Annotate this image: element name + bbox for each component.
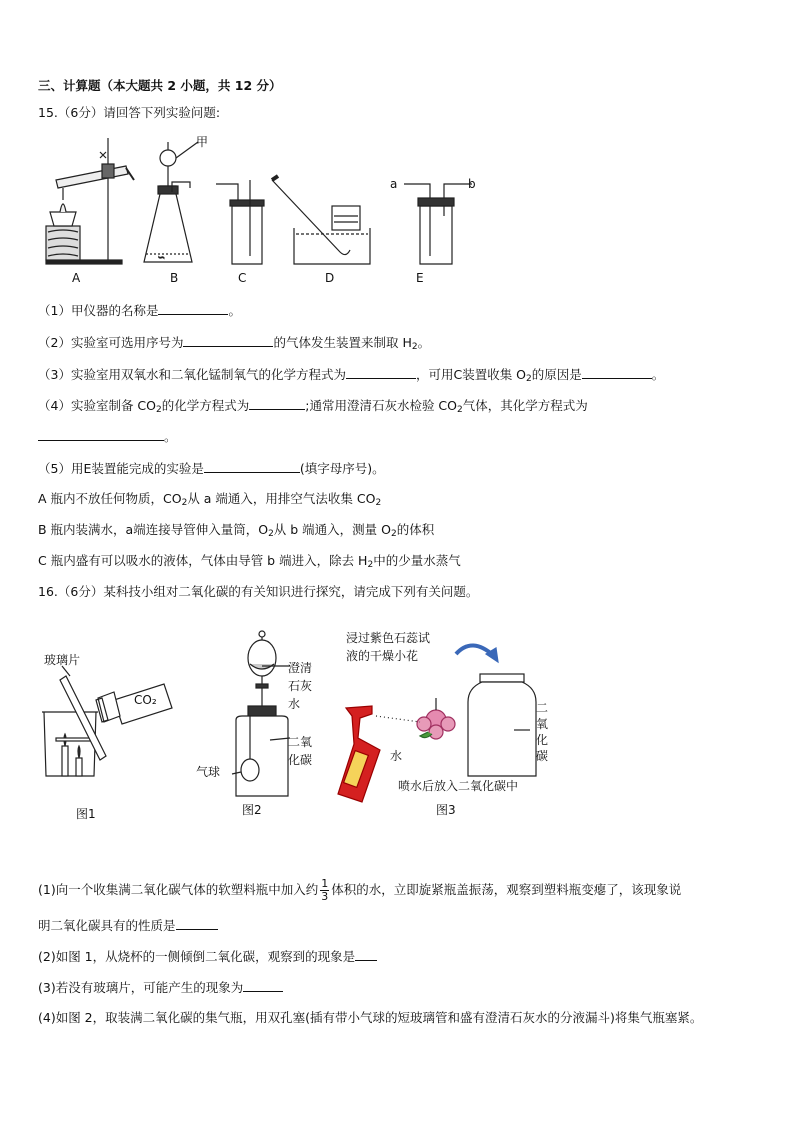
section-title: 三、计算题（本大题共 2 小题，共 12 分） (38, 78, 282, 93)
q15-part4-cont: 。 (38, 428, 177, 445)
answer-blank[interactable] (582, 366, 652, 379)
fig2-balloon-label: 气球 (196, 765, 221, 779)
fig2-limewater-2: 石灰 (288, 679, 313, 693)
fig3-caption: 图3 (436, 803, 456, 817)
q15-option-c: C 瓶内盛有可以吸水的液体，气体由导管 b 端进入，除去 $H_2$中的少量水蒸气 (38, 553, 461, 570)
fig2-caption: 图2 (242, 803, 262, 817)
q15-apparatus-figure (40, 136, 490, 288)
fig3-water-label: 水 (390, 749, 403, 763)
q15-stem: 15.（6分）请回答下列实验问题: (38, 105, 221, 120)
answer-blank[interactable] (249, 397, 305, 410)
fig2-co2-1: 二氧 (288, 735, 313, 749)
fig3-co2-4: 碳 (536, 749, 549, 763)
gas-jar-icon (236, 706, 288, 796)
q16-stem: 16.（6分）某科技小组对二氧化碳的有关知识进行探究，请完成下列有关问题。 (38, 584, 479, 599)
q15-part4: （4）实验室制备 $CO_2$的化学方程式为 ;通常用澄清石灰水检验 $CO_2$气体，其化学方程式为 (38, 398, 588, 415)
fig1-glass-label: 玻璃片 (44, 653, 81, 667)
flower-icon (417, 698, 455, 739)
fig3-bottom-label: 喷水后放入二氧化碳中 (398, 779, 519, 793)
label-apparatus-a: A (72, 271, 81, 285)
label-apparatus-c: C (238, 271, 247, 285)
fig3-note-2: 液的干燥小花 (346, 649, 419, 663)
fig1-co2-label: CO₂ (134, 693, 157, 707)
fig1-caption: 图1 (76, 807, 96, 821)
fig3-note-1: 浸过紫色石蕊试 (346, 631, 431, 645)
answer-blank[interactable] (38, 428, 164, 441)
svg-text:∽: ∽ (158, 253, 165, 262)
fig3-co2-2: 氧 (536, 717, 549, 731)
answer-blank[interactable] (355, 948, 377, 961)
q15-part2: （2）实验室可选用序号为 的气体发生装置来制取 $H_2$。 (38, 335, 431, 352)
q16-part1-cont: 明二氧化碳具有的性质是 (38, 917, 218, 934)
spray-bottle-icon (338, 706, 380, 802)
label-apparatus-b: B (170, 271, 179, 285)
label-apparatus-d: D (325, 271, 335, 285)
q16-part2: (2)如图 1，从烧杯的一侧倾倒二氧化碳，观察到的现象是 (38, 948, 377, 965)
label-apparatus-e: E (416, 271, 424, 285)
answer-blank[interactable] (176, 917, 218, 930)
apparatus-a-icon (46, 138, 134, 264)
fig2-limewater-3: 水 (288, 697, 301, 711)
fig2-co2-2: 化碳 (288, 753, 313, 767)
label-jia: 甲 (196, 136, 209, 149)
q15-part1: （1）甲仪器的名称是 。 (38, 303, 241, 318)
answer-blank[interactable] (204, 460, 300, 473)
curved-arrow-icon (456, 645, 498, 662)
answer-blank[interactable] (346, 366, 416, 379)
apparatus-b-icon (144, 142, 198, 262)
label-a: a (390, 177, 398, 191)
q15-part3: （3）实验室用双氧水和二氧化锰制氧气的化学方程式为 ，可用C装置收集 $O_2$的原因是 。 (38, 367, 665, 384)
wide-jar-icon (468, 674, 536, 776)
q16-figures (36, 628, 566, 826)
answer-blank[interactable] (183, 334, 273, 347)
fig2-limewater-1: 澄清 (288, 661, 313, 675)
label-b: b (468, 177, 476, 191)
q16-part4: (4)如图 2，取装满二氧化碳的集气瓶，用双孔塞(插有带小气球的短玻璃管和盛有澄清石灰水的分液漏斗)将集气瓶塞紧。 (38, 1010, 703, 1025)
q16-part1: (1)向一个收集满二氧化碳气体的软塑料瓶中加入约 $\frac{1}{3}$ 体积的水，立即旋紧瓶盖振荡，观察到塑料瓶变瘪了，该现象说 (38, 877, 682, 903)
fig3-co2-3: 化 (536, 733, 549, 747)
answer-blank[interactable] (158, 302, 228, 315)
q15-option-a: A 瓶内不放任何物质，$CO_2$从 a 端通入，用排空气法收集 $CO_2$ (38, 491, 382, 508)
apparatus-e-icon (404, 184, 472, 264)
beaker-candles-icon (42, 712, 98, 776)
fraction-one-third: $\frac{1}{3}$ (321, 877, 329, 903)
fig3-co2-1: 二 (536, 701, 549, 715)
q16-part3: (3)若没有玻璃片，可能产生的现象为 (38, 979, 283, 996)
apparatus-c-icon (216, 180, 264, 264)
q15-option-b: B 瓶内装满水，a端连接导管伸入量筒，$O_2$从 b 端通入，测量 $O_2$的体积 (38, 522, 435, 539)
q15-part5: （5）用E装置能完成的实验是 (填字母序号)。 (38, 461, 385, 476)
answer-blank[interactable] (243, 979, 283, 992)
apparatus-d-icon (272, 176, 370, 264)
